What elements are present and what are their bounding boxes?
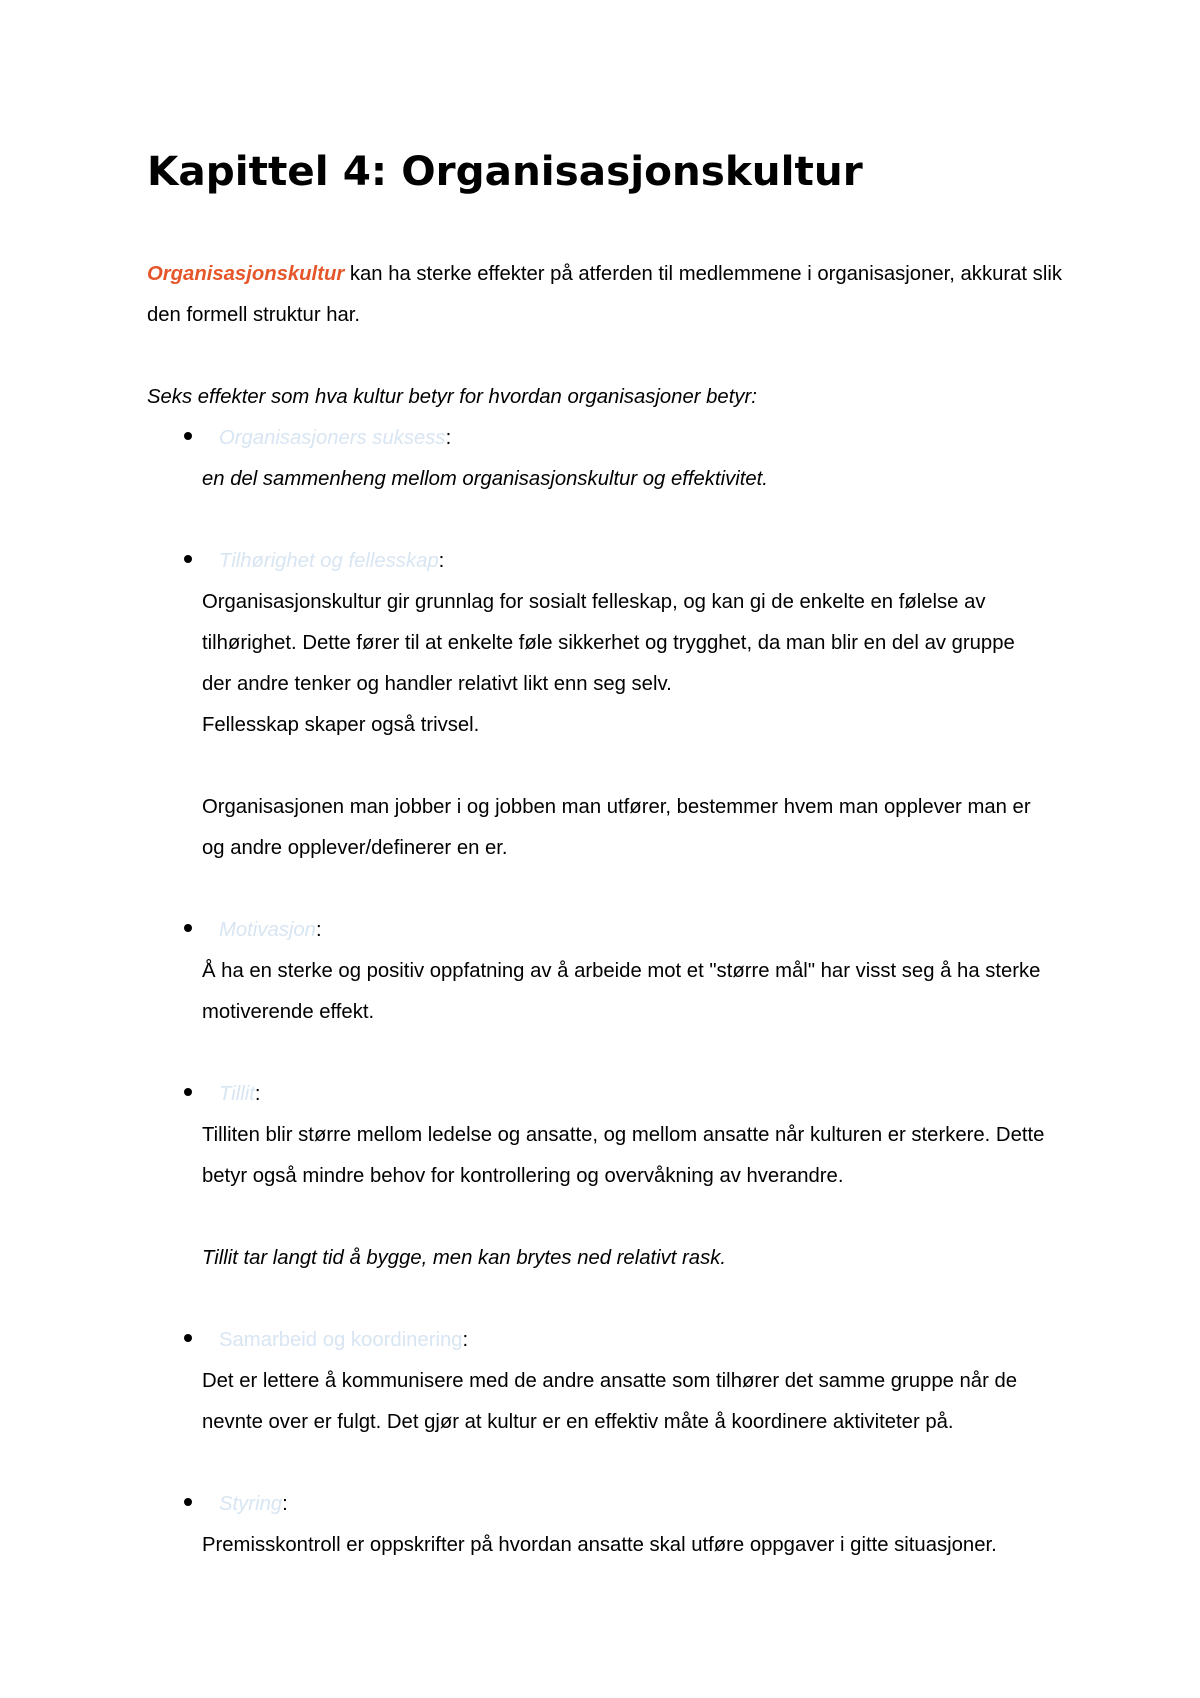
label-colon: : — [282, 1493, 288, 1515]
effect-heading — [147, 541, 1053, 582]
intro-text: kan ha sterke effekter på atferden til medlemmene i organisasjoner, akkurat slik — [349, 263, 1062, 285]
paragraph-line: en del sammenheng mellom organisasjonskultur og effektivitet. — [202, 468, 768, 490]
effect-item — [147, 910, 1053, 1033]
effects-list — [147, 418, 1053, 1566]
blank-line — [147, 1279, 1053, 1320]
effect-paragraph — [147, 951, 1053, 1033]
effect-label: Tillit — [219, 1083, 255, 1105]
effect-heading — [147, 1074, 1053, 1115]
effect-label: Styring — [219, 1493, 283, 1515]
blank-line — [147, 1033, 1053, 1074]
effect-item — [147, 418, 1053, 500]
effect-label: Organisasjoners suksess — [219, 427, 446, 449]
bullet-icon — [184, 1088, 192, 1096]
blank-line — [147, 336, 1053, 377]
effect-paragraph — [147, 1525, 1053, 1566]
document-body — [147, 254, 1062, 1566]
highlighted-term: Organisasjonskultur — [147, 263, 345, 285]
bullet-icon — [184, 432, 192, 440]
blank-line — [147, 746, 1053, 787]
effect-item — [147, 1074, 1053, 1279]
blank-line — [147, 1443, 1053, 1484]
label-colon: : — [462, 1329, 469, 1351]
paragraph-line: der andre tenker og handler relativt likt enn seg selv. — [202, 673, 672, 695]
paragraph-line: motiverende effekt. — [202, 1001, 375, 1023]
bullet-icon — [184, 555, 192, 563]
effect-item — [147, 1320, 1053, 1443]
effect-paragraph — [147, 1238, 1053, 1279]
effect-heading — [147, 418, 1053, 459]
paragraph-line: Premisskontroll er oppskrifter på hvordan ansatte skal utføre oppgaver i gitte situasjoner. — [202, 1534, 997, 1556]
effect-label: Samarbeid og koordinering — [219, 1329, 463, 1351]
effect-paragraph — [147, 787, 1053, 869]
bullet-icon — [184, 1498, 192, 1506]
label-colon: : — [438, 550, 445, 572]
label-colon: : — [445, 427, 452, 449]
list-lead-in: Seks effekter som hva kultur betyr for hvordan organisasjoner betyr: — [147, 386, 757, 408]
effect-paragraph — [147, 582, 1053, 746]
effect-heading — [147, 1484, 1053, 1525]
paragraph-line: Det er lettere å kommunisere med de andre ansatte som tilhører det samme gruppe når de — [202, 1370, 1018, 1392]
paragraph-line: betyr også mindre behov for kontrollering og overvåkning av hverandre. — [202, 1165, 844, 1187]
intro-line: den formell struktur har. — [147, 304, 361, 326]
paragraph-line: nevnte over er fulgt. Det gjør at kultur er en effektiv måte å koordinere aktiviteter på. — [202, 1411, 954, 1433]
bullet-icon — [184, 924, 192, 932]
effect-paragraph — [147, 459, 1053, 500]
blank-line — [147, 500, 1053, 541]
label-colon: : — [254, 1083, 261, 1105]
effect-heading — [147, 910, 1053, 951]
paragraph-line: Tilliten blir større mellom ledelse og ansatte, og mellom ansatte når kulturen er sterkere. Dette — [202, 1124, 1045, 1146]
effect-item — [147, 1484, 1053, 1566]
effect-heading — [147, 1320, 1053, 1361]
blank-line — [147, 869, 1053, 910]
label-colon: : — [315, 919, 322, 941]
effect-item — [147, 541, 1053, 869]
blank-line — [147, 1197, 1053, 1238]
bullet-icon — [184, 1334, 192, 1342]
intro-paragraph — [147, 254, 1062, 336]
paragraph-line: tilhørighet. Dette fører til at enkelte føle sikkerhet og trygghet, da man blir en del av gruppe — [202, 632, 1015, 654]
paragraph-line: Organisasjonen man jobber i og jobben man utfører, bestemmer hvem man opplever man er — [202, 796, 1031, 818]
effect-label: Motivasjon — [219, 919, 316, 941]
page-title: Kapittel 4: Organisasjonskultur — [147, 147, 863, 195]
effect-label: Tilhørighet og fellesskap — [219, 550, 439, 572]
paragraph-line: Organisasjonskultur gir grunnlag for sosialt felleskap, og kan gi de enkelte en følelse av — [202, 591, 986, 613]
paragraph-line: Fellesskap skaper også trivsel. — [202, 714, 480, 736]
effect-paragraph — [147, 1115, 1053, 1197]
intro-line — [147, 254, 1062, 295]
paragraph-line: Tillit tar langt tid å bygge, men kan brytes ned relativt rask. — [202, 1247, 726, 1269]
paragraph-line: og andre opplever/definerer en er. — [202, 837, 508, 859]
paragraph-line: Å ha en sterke og positiv oppfatning av å arbeide mot et "større mål" har visst seg å ha sterke — [202, 960, 1041, 982]
effect-paragraph — [147, 1361, 1053, 1443]
